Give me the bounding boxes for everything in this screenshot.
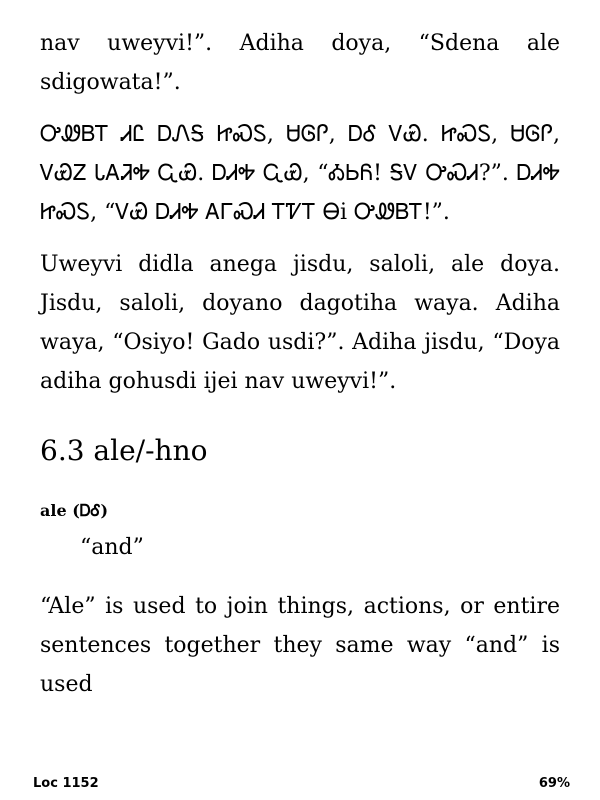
section-heading: 6.3 ale/-hno xyxy=(40,434,208,467)
reader-page xyxy=(40,24,560,717)
entry-headword: ale (ᎠᎴ) xyxy=(40,501,109,520)
progress-percent: 69% xyxy=(538,776,570,791)
paragraph-cherokee-syllabary: ᎤᏪᏴᎢ ᏗᏝ ᎠᏁᎦ ᏥᏍᏚ, ᏌᎶᎵ, ᎠᎴ ᏙᏯ. ᏥᏍᏚ, ᏌᎶᎵ, ᏙᏯᏃ ᏓᎪᏘᎭ ᏩᏯ. ᎠᏗᎭ ᏩᏯ, “ᎣᏏᏲ! ᎦᏙ ᎤᏍᏗ?”. ᎠᏗᎭ ᏥᏍᏚ, “ᏙᏯ ᎠᏗᎭ ᎪᎱᏍᏗ ᎢᏤᎢ Ꮎi ᎤᏪᏴᎢ!”. xyxy=(40,122,560,225)
reader-footer xyxy=(33,776,570,794)
paragraph-romanized: Uweyvi didla anega jisdu, saloli, ale doya. Jisdu, saloli, doyano dagotiha waya. Adiha waya, “Osiyo! Gado usdi?”. Adiha jisdu, “Doya adiha gohusdi ijei nav uweyvi!”. xyxy=(40,252,560,394)
location-indicator: Loc 1152 xyxy=(33,776,99,791)
entry-gloss: “and” xyxy=(80,535,144,560)
paragraph-romanized-end: nav uweyvi!”. Adiha doya, “Sdena ale sdigowata!”. xyxy=(40,31,560,95)
entry-body: “Ale” is used to join things, actions, or entire sentences together they same way “and” is used xyxy=(40,594,560,697)
